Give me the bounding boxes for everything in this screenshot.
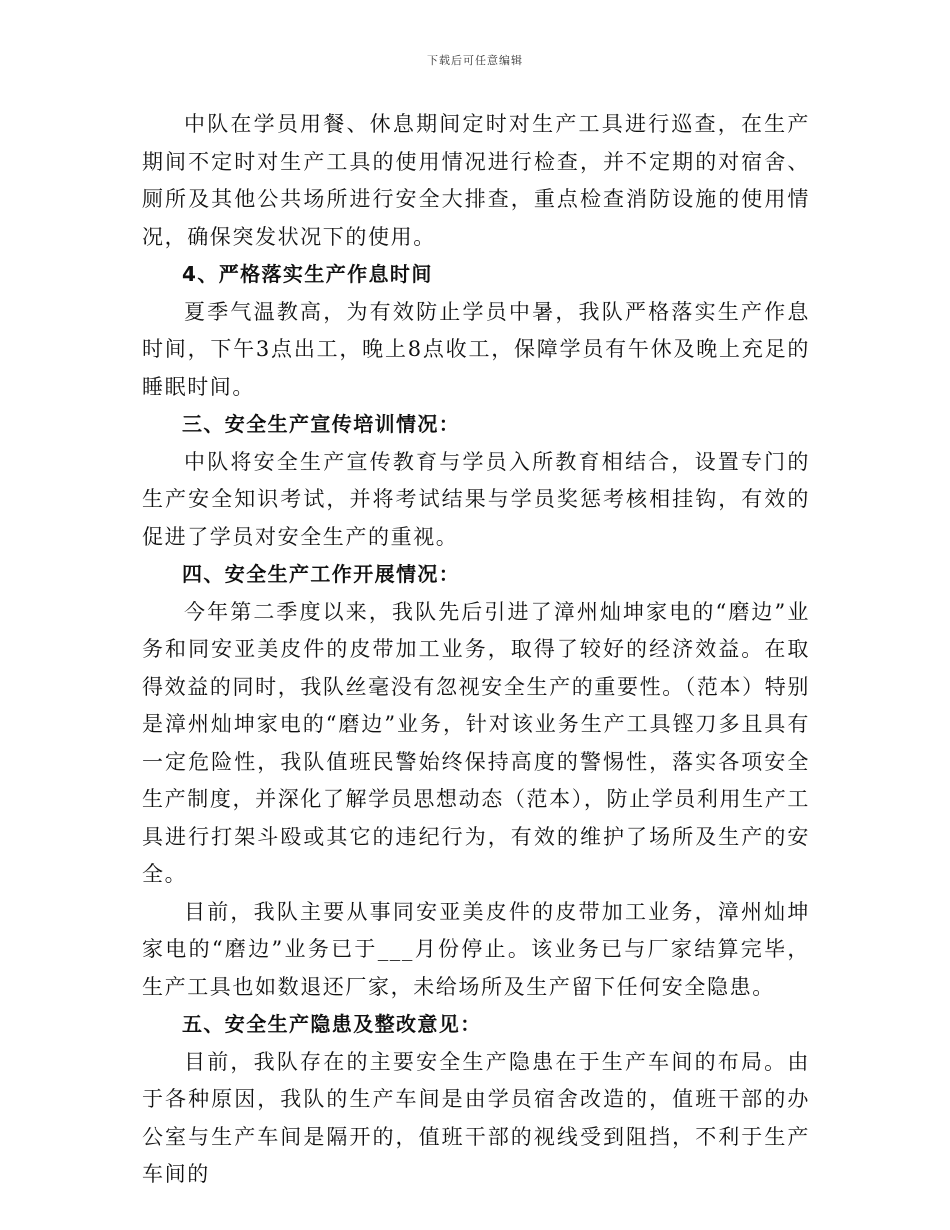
heading-safety-training: 三、安全生产宣传培训情况： [182, 412, 461, 436]
paragraph-hazards: 目前，我队存在的主要安全生产隐患在于生产车间的布局。由于各种原因，我队的生产车间是由学员宿舍改造的，值班干部的办公室与生产车间是隔开的，值班干部的视线受到阻挡，不利于生产车间的 [142, 1049, 810, 1186]
document-body [142, 106, 810, 1194]
page-header: 下载后可任意编辑 [427, 54, 523, 67]
heading-safety-work: 四、安全生产工作开展情况： [182, 562, 461, 586]
paragraph-inspection: 中队在学员用餐、休息期间定时对生产工具进行巡查，在生产期间不定时对生产工具的使用情况进行检查，并不定期的对宿舍、厕所及其他公共场所进行安全大排查，重点检查消防设施的使用情况，确保突发状况下的使用。 [142, 112, 810, 249]
heading-work-schedule: 4、严格落实生产作息时间 [182, 262, 433, 286]
paragraph-safety-training: 中队将安全生产宣传教育与学员入所教育相结合，设置专门的生产安全知识考试，并将考试结果与学员奖惩考核相挂钩，有效的促进了学员对安全生产的重视。 [142, 449, 810, 549]
paragraph-safety-work: 今年第二季度以来，我队先后引进了漳州灿坤家电的“磨边”业务和同安亚美皮件的皮带加工业务，取得了较好的经济效益。在取得效益的同时，我队丝毫没有忽视安全生产的重要性。（范本）特别是漳州灿坤家电的“磨边”业务，针对该业务生产工具铿刀多且具有一定危险性，我队值班民警始终保持高度的警惕性，落实各项安全生产制度，并深化了解学员思想动态（范本），防止学员利用生产工具进行打架斗殴或其它的违纪行为，有效的维护了场所及生产的安全。 [142, 599, 810, 886]
heading-hazards: 五、安全生产隐患及整改意见： [182, 1012, 482, 1036]
paragraph-current-business: 目前，我队主要从事同安亚美皮件的皮带加工业务，漳州灿坤家电的“磨边”业务已于___月份停止。该业务已与厂家结算完毕，生产工具也如数退还厂家，未给场所及生产留下任何安全隐患。 [142, 899, 810, 999]
paragraph-work-schedule: 夏季气温教高，为有效防止学员中暑，我队严格落实生产作息时间，下午3点出工，晚上8点收工，保障学员有午休及晚上充足的睡眠时间。 [142, 299, 810, 399]
